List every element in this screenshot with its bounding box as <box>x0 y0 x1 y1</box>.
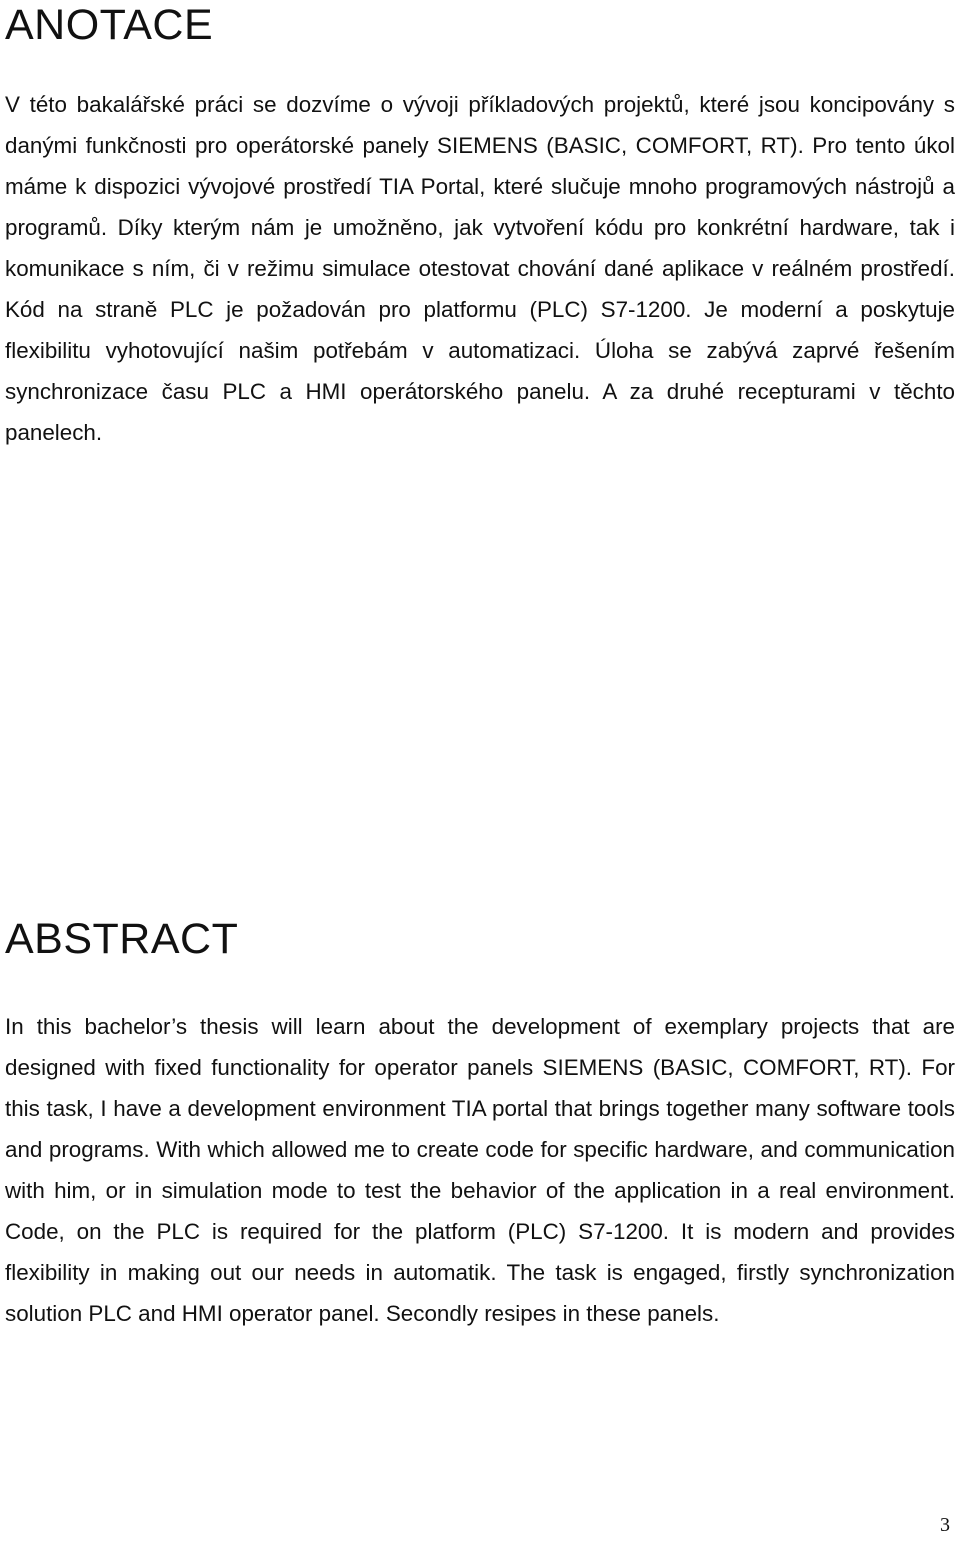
abstract-paragraph: In this bachelor’s thesis will learn about the development of exemplary projects that are designed with fixed functionality for operator panels SIEMENS (BASIC, COMFORT, RT). For this task, I have a development environment TIA portal that brings together many software tools and programs. With which allowed me to create code for specific hardware, and communication with him, or in simulation mode to test the behavior of the application in a real environment. Code, on the PLC is required for the platform (PLC) S7-1200. It is modern and provides flexibility in making out our needs in automatik. The task is engaged, firstly synchronization solution PLC and HMI operator panel. Secondly resipes in these panels. <box>5 1014 955 1326</box>
anotace-paragraph: V této bakalářské práci se dozvíme o vývoji příkladových projektů, které jsou koncipovány s danými funkčnosti pro operátorské panely SIEMENS (BASIC, COMFORT, RT). Pro tento úkol máme k dispozici vývojové prostředí TIA Portal, které slučuje mnoho programových nástrojů a programů. Díky kterým nám je umožněno, jak vytvoření kódu pro konkrétní hardware, tak i komunikace s ním, či v režimu simulace otestovat chování dané aplikace v reálném prostředí. Kód na straně PLC je požadován pro platformu (PLC) S7-1200. Je moderní a poskytuje flexibilitu vyhotovující našim potřebám v automatizaci. Úloha se zabývá zaprvé řešením synchronizace času PLC a HMI operátorského panelu. A za druhé recepturami v těchto panelech. <box>5 92 955 445</box>
abstract-heading: ABSTRACT <box>5 915 239 963</box>
anotace-heading: ANOTACE <box>5 1 214 49</box>
page-number: 3 <box>940 1514 950 1536</box>
